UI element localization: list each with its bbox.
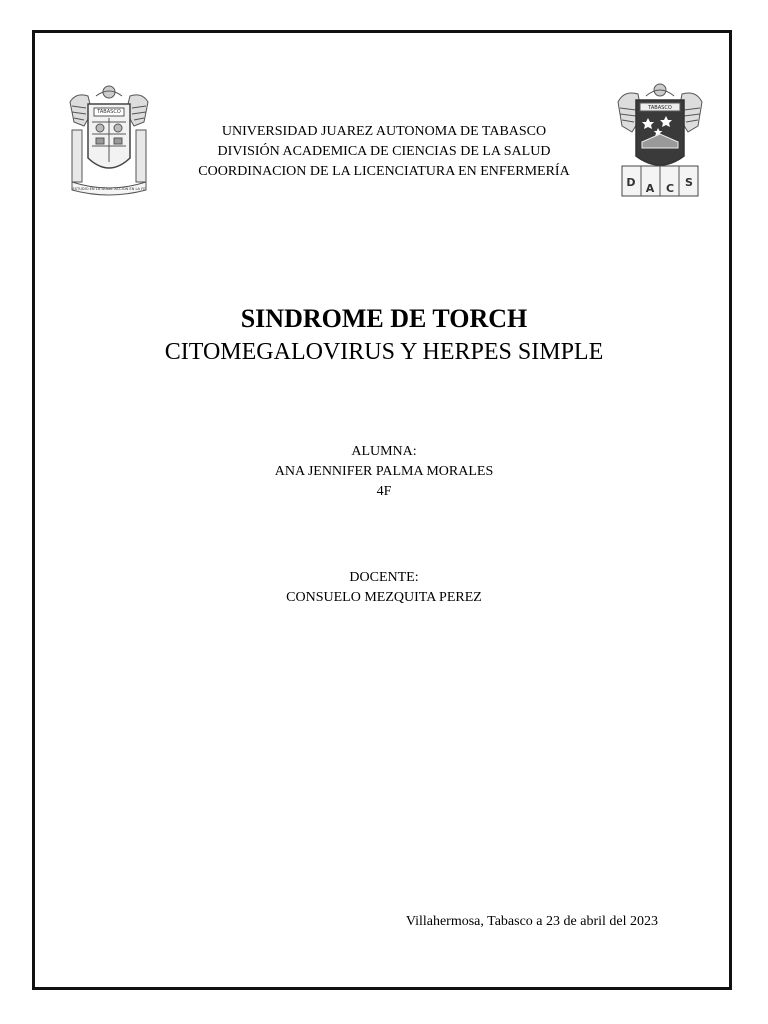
document-title: SINDROME DE TORCH <box>240 304 528 333</box>
student-group: 4F <box>376 484 392 499</box>
dacs-letter-a: A <box>645 182 655 195</box>
document-subtitle: CITOMEGALOVIRUS Y HERPES SIMPLE <box>164 339 604 365</box>
student-name: ANA JENNIFER PALMA MORALES <box>274 464 494 479</box>
ujat-crest-label: TABASCO <box>97 109 121 115</box>
student-info <box>150 442 618 502</box>
dacs-crest-icon <box>616 82 704 200</box>
dacs-crest-label: TABASCO <box>648 105 672 111</box>
ujat-crest-motto: ESTUDIO EN LA DUDA. ACCION EN LA FE <box>72 187 146 191</box>
teacher-label: DOCENTE: <box>349 570 419 585</box>
teacher-info <box>150 568 618 608</box>
ujat-crest-icon <box>66 82 152 196</box>
place-and-date: Villahermosa, Tabasco a 23 de abril del 2023 <box>405 914 658 929</box>
dacs-letter-s: S <box>685 176 693 189</box>
university-name: UNIVERSIDAD JUAREZ AUTONOMA DE TABASCO <box>221 124 547 139</box>
coordination-name: COORDINACION DE LA LICENCIATURA EN ENFERMERÍA <box>198 164 570 179</box>
document-title-block <box>60 302 708 368</box>
dacs-letter-d: D <box>626 176 636 189</box>
dacs-letter-c: C <box>665 182 675 195</box>
institution-header <box>150 122 618 182</box>
teacher-name: CONSUELO MEZQUITA PEREZ <box>286 590 482 605</box>
student-label: ALUMNA: <box>351 444 417 459</box>
division-name: DIVISIÓN ACADEMICA DE CIENCIAS DE LA SALUD <box>217 144 551 159</box>
